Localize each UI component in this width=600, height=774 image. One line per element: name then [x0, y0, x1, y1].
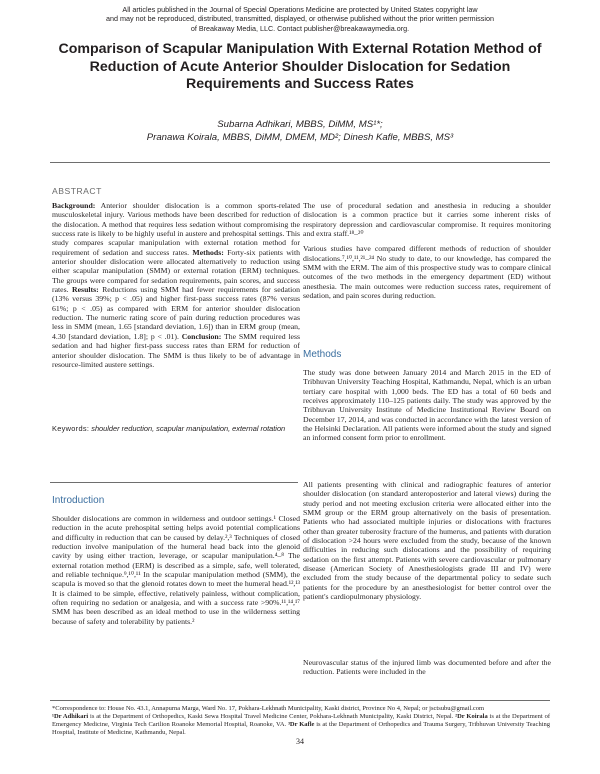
author-2-affiliation: is at the Department of Emergency Medicine, Virginia Tech Carilion Roanoke Memorial Hospital, Roanoke, VA.: [52, 713, 550, 729]
methods-paragraph: The study was done between January 2014 and March 2015 in the ED of Tribhuvan University Teaching Hospital, Kathmandu, Nepal, which is an urban tertiary care hospital with 1,000 beds. The ED has a total of 60 beds and receives approximately 110–125 patients daily. The study was approved by the Tribhuvan University Institute of Medicine Institutional Review Board on December 17, 2014, and was conducted in accordance with the latest version of the Helsinki Declaration. All patients were informed about the study and signed an informed consent form prior to enrollment.: [303, 368, 551, 443]
background-text: Anterior shoulder dislocation is a common sports-related musculoskeletal injury. Various methods have been described for reduction of the dislocation. A method that requires less sedation without compromising the success rate is likely to be highly useful in austere and prehospital settings. This study compares scapular manipulation with external rotation method for requirement of sedation and success rates.: [52, 201, 300, 257]
conclusion-label: Conclusion:: [181, 331, 222, 341]
copyright-line: and may not be reproduced, distributed, transmitted, displayed, or otherwise published without the prior written permission: [106, 14, 494, 24]
abstract-paragraph: [52, 201, 300, 369]
methods-body-3: [303, 658, 551, 683]
methods-heading: Methods: [303, 349, 342, 360]
methods-paragraph: All patients presenting with clinical and radiographic features of anterior shoulder dislocation (on standard anteroposterior and lateral views) during the study period and not meeting exclusion criteria were allocated either into the SMM group or the ERM group alternatively on the basis of presentation. Patients who had associated multiple injuries or dislocations with fractures other than greater tuberosity fracture of the humerus, and patients with duration of dislocation >24 hours were excluded from the study, because of the known difficulties in reducing such dislocations and the possibility of requiring sedation on the first attempt. Patients with severe cardiovascular or pulmonary disease (American Society of Anesthesiologists grade III and IV) were excluded from the study because of the departmental policy to sedate such patients for the procedure by an anesthesiologist for better control over the patient's cardiopulmonary physiology.: [303, 480, 551, 602]
methods-paragraph: Neurovascular status of the injured limb was documented before and after the reduction. Patients were included in the: [303, 658, 551, 677]
introduction-heading: Introduction: [52, 495, 105, 506]
keywords-label: Keywords:: [52, 424, 90, 433]
author-2-name: ²Dr Koirala: [455, 713, 488, 721]
author-line-2: Pranawa Koirala, MBBS, DiMM, DMEM, MD²; Dinesh Kafle, MBBS, MS³: [146, 132, 454, 143]
methods-body-2: [303, 480, 551, 607]
methods-text: Forty-six patients with anterior shoulder dislocation were allocated alternatively to reduction using either scapular manipulation (SMM) or external rotation (ERM) techniques. The groups were compared for sedation requirements, pain scores, and success rates.: [52, 247, 300, 295]
author-3-name: ³Dr Kafle: [287, 721, 315, 729]
affiliation-note: [52, 713, 550, 737]
conclusion-text: The SMM required less sedation and had higher first-pass success rates than ERM for reduction of anterior shoulder dislocation. The SMM is thus likely to be of advantage in resource-limited austere settings.: [52, 331, 300, 369]
copyright-notice: [40, 5, 560, 33]
introduction-body: Shoulder dislocations are common in wilderness and outdoor settings.¹ Closed reduction in the acute prehospital setting helps avoid potential complications and difficulty in reduction that can be caused by delay.²,³ Techniques of closed reduction involve manipulation of the humeral head back into the glenoid cavity by using either traction, leverage, or scapular manipulation.⁴–⁸ The external rotation method (ERM) is described as a simple, safe, well tolerated, and reliable technique.⁹,¹⁰,¹¹ In the scapular manipulation method (SMM), the scapula is moved so that the glenoid rotates down to meet the humeral head.¹²,¹³ It is claimed to be simple, effective, relatively painless, without complication, often requiring no sedation or analgesia, and with a success rate >90%.¹¹,¹⁴,¹⁷ SMM has been described as an ideal method to use in the wilderness setting because of safety and tolerability by patients.²: [52, 514, 300, 626]
author-line-1: Subarna Adhikari, MBBS, DiMM, MS¹*;: [217, 119, 383, 130]
intro-continuation: [303, 201, 551, 306]
keywords: [52, 424, 300, 433]
background-label: Background:: [52, 201, 96, 210]
author-list: [40, 118, 560, 144]
methods-label: Methods:: [192, 247, 224, 257]
methods-body: [303, 368, 551, 449]
abstract-heading: ABSTRACT: [52, 186, 102, 196]
footnote-rule: [50, 700, 550, 701]
copyright-line: of Breakaway Media, LLC. Contact publisher@breakawaymedia.org.: [190, 23, 410, 33]
footnotes: [52, 705, 550, 737]
intro-paragraph: Various studies have compared different methods of reduction of shoulder dislocations.⁷,¹⁰,¹¹,²¹–²⁴ No study to date, to our knowledge, has compared the SMM with the ERM. The aim of this prospective study was to compare clinical outcomes of the two methods in the emergency department (ED) without anesthesia. The main outcomes were reduction success rates, requirement of sedation, and pain scores during reduction.: [303, 244, 551, 301]
results-text: Reductions using SMM had fewer requirements for sedation (13% versus 39%; p < .05) and higher first-pass success rates (87% versus 61%; p < .05) as compared with ERM for anterior shoulder dislocation reduction. The numeric rating score of pain during reduction procedures was less in SMM (mean, 1.65 [standard deviation, 1.6]) than in ERM group (mean, 4.30 [standard deviation, 1.8]; p < .01).: [52, 285, 301, 341]
copyright-line: All articles published in the Journal of Special Operations Medicine are protected by United States copyright law: [122, 5, 478, 14]
page-number: 34: [296, 737, 304, 746]
author-1-name: ¹Dr Adhikari: [52, 713, 89, 721]
author-3-affiliation: is at the Department of Orthopedics and Trauma Surgery, Tribhuvan University Teaching Hospital, Institute of Medicine, Kathmandu, Nepal.: [52, 721, 551, 737]
author-1-affiliation: is at the Department of Orthopedics, Kaski Sewa Hospital Travel Medicine Center, Pokhara-Lekhnath Municipality, Kaski District, Nepal.: [88, 713, 456, 721]
correspondence-note: *Correspondence to: House No. 43.1, Annapurna Marga, Ward No. 17, Pokhara-Lekhnath Municipality, Kaski district, Province No 4, Nepal; or jsctsubu@gmail.com: [52, 705, 485, 712]
article-title: Comparison of Scapular Manipulation With External Rotation Method of Reduction of Acute Anterior Shoulder Dislocation for Sedation Requirements and Success Rates: [58, 41, 542, 92]
divider-rule: [50, 162, 550, 163]
divider-rule: [50, 482, 298, 483]
abstract-body: [52, 201, 300, 375]
results-label: Results:: [72, 285, 99, 295]
keywords-values: shoulder reduction, scapular manipulation, external rotation: [89, 424, 286, 433]
intro-paragraph: The use of procedural sedation and anesthesia in reducing a shoulder dislocation is a common practice but it carries some inherent risks of respiratory depression and cardiovascular compromise. It requires monitoring and extra staff.¹⁸–²⁰: [303, 201, 551, 239]
